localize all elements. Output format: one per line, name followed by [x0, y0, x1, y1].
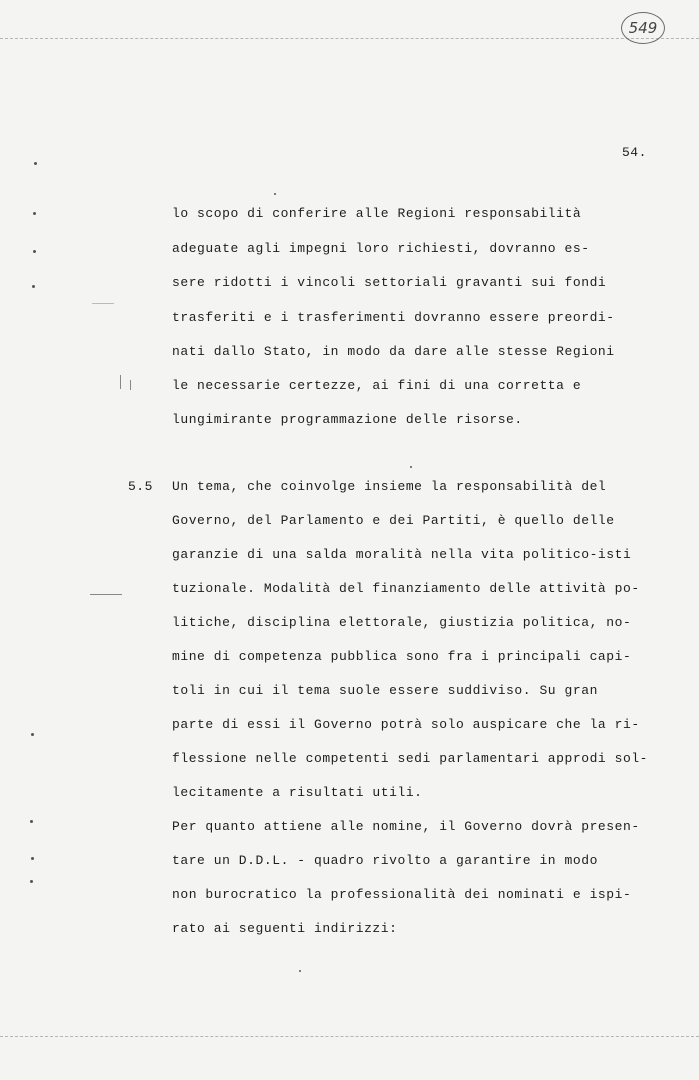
text-line: Governo, del Parlamento e dei Partiti, è quello delle	[172, 513, 615, 528]
text-line: mine di competenza pubblica sono fra i principali capi-	[172, 649, 632, 664]
text-line: tuzionale. Modalità del finanziamento delle attività po-	[172, 581, 640, 596]
text-line: lungimirante programmazione delle risorse.	[172, 412, 523, 427]
page-number: 54.	[622, 145, 647, 160]
scan-speck	[33, 212, 36, 215]
margin-mark	[120, 375, 121, 389]
bottom-scan-rule	[0, 1036, 699, 1037]
text-line: sere ridotti i vincoli settoriali gravanti sui fondi	[172, 275, 607, 290]
margin-mark	[90, 594, 122, 595]
scan-speck	[274, 193, 276, 195]
top-scan-rule	[0, 38, 699, 39]
scan-speck	[34, 162, 37, 165]
text-line: garanzie di una salda moralità nella vita politico-isti	[172, 547, 632, 562]
scan-speck	[30, 820, 33, 823]
text-line: tare un D.D.L. - quadro rivolto a garantire in modo	[172, 853, 598, 868]
scan-speck	[299, 970, 301, 972]
scan-speck	[32, 285, 35, 288]
text-line: flessione nelle competenti sedi parlamentari approdi sol-	[172, 751, 649, 766]
text-line: litiche, disciplina elettorale, giustizia politica, no-	[172, 615, 632, 630]
margin-mark	[130, 380, 131, 390]
text-line: adeguate agli impegni loro richiesti, dovranno es-	[172, 241, 590, 256]
text-line: le necessarie certezze, ai fini di una corretta e	[172, 378, 582, 393]
section-number: 5.5	[128, 479, 153, 494]
scan-speck	[30, 880, 33, 883]
text-line: Per quanto attiene alle nomine, il Governo dovrà presen-	[172, 819, 640, 834]
scan-speck	[31, 733, 34, 736]
margin-mark	[92, 303, 114, 304]
scan-speck	[410, 466, 412, 468]
text-line: trasferiti e i trasferimenti dovranno essere preordi-	[172, 310, 615, 325]
text-line: lo scopo di conferire alle Regioni responsabilità	[172, 206, 582, 221]
scan-speck	[31, 857, 34, 860]
archive-stamp: 549	[621, 12, 665, 44]
text-line: parte di essi il Governo potrà solo auspicare che la ri-	[172, 717, 640, 732]
text-line: lecitamente a risultati utili.	[172, 785, 423, 800]
scan-speck	[33, 250, 36, 253]
text-line: Un tema, che coinvolge insieme la responsabilità del	[172, 479, 607, 494]
text-line: non burocratico la professionalità dei nominati e ispi-	[172, 887, 632, 902]
text-line: rato ai seguenti indirizzi:	[172, 921, 398, 936]
text-line: toli in cui il tema suole essere suddiviso. Su gran	[172, 683, 598, 698]
text-line: nati dallo Stato, in modo da dare alle stesse Regioni	[172, 344, 615, 359]
